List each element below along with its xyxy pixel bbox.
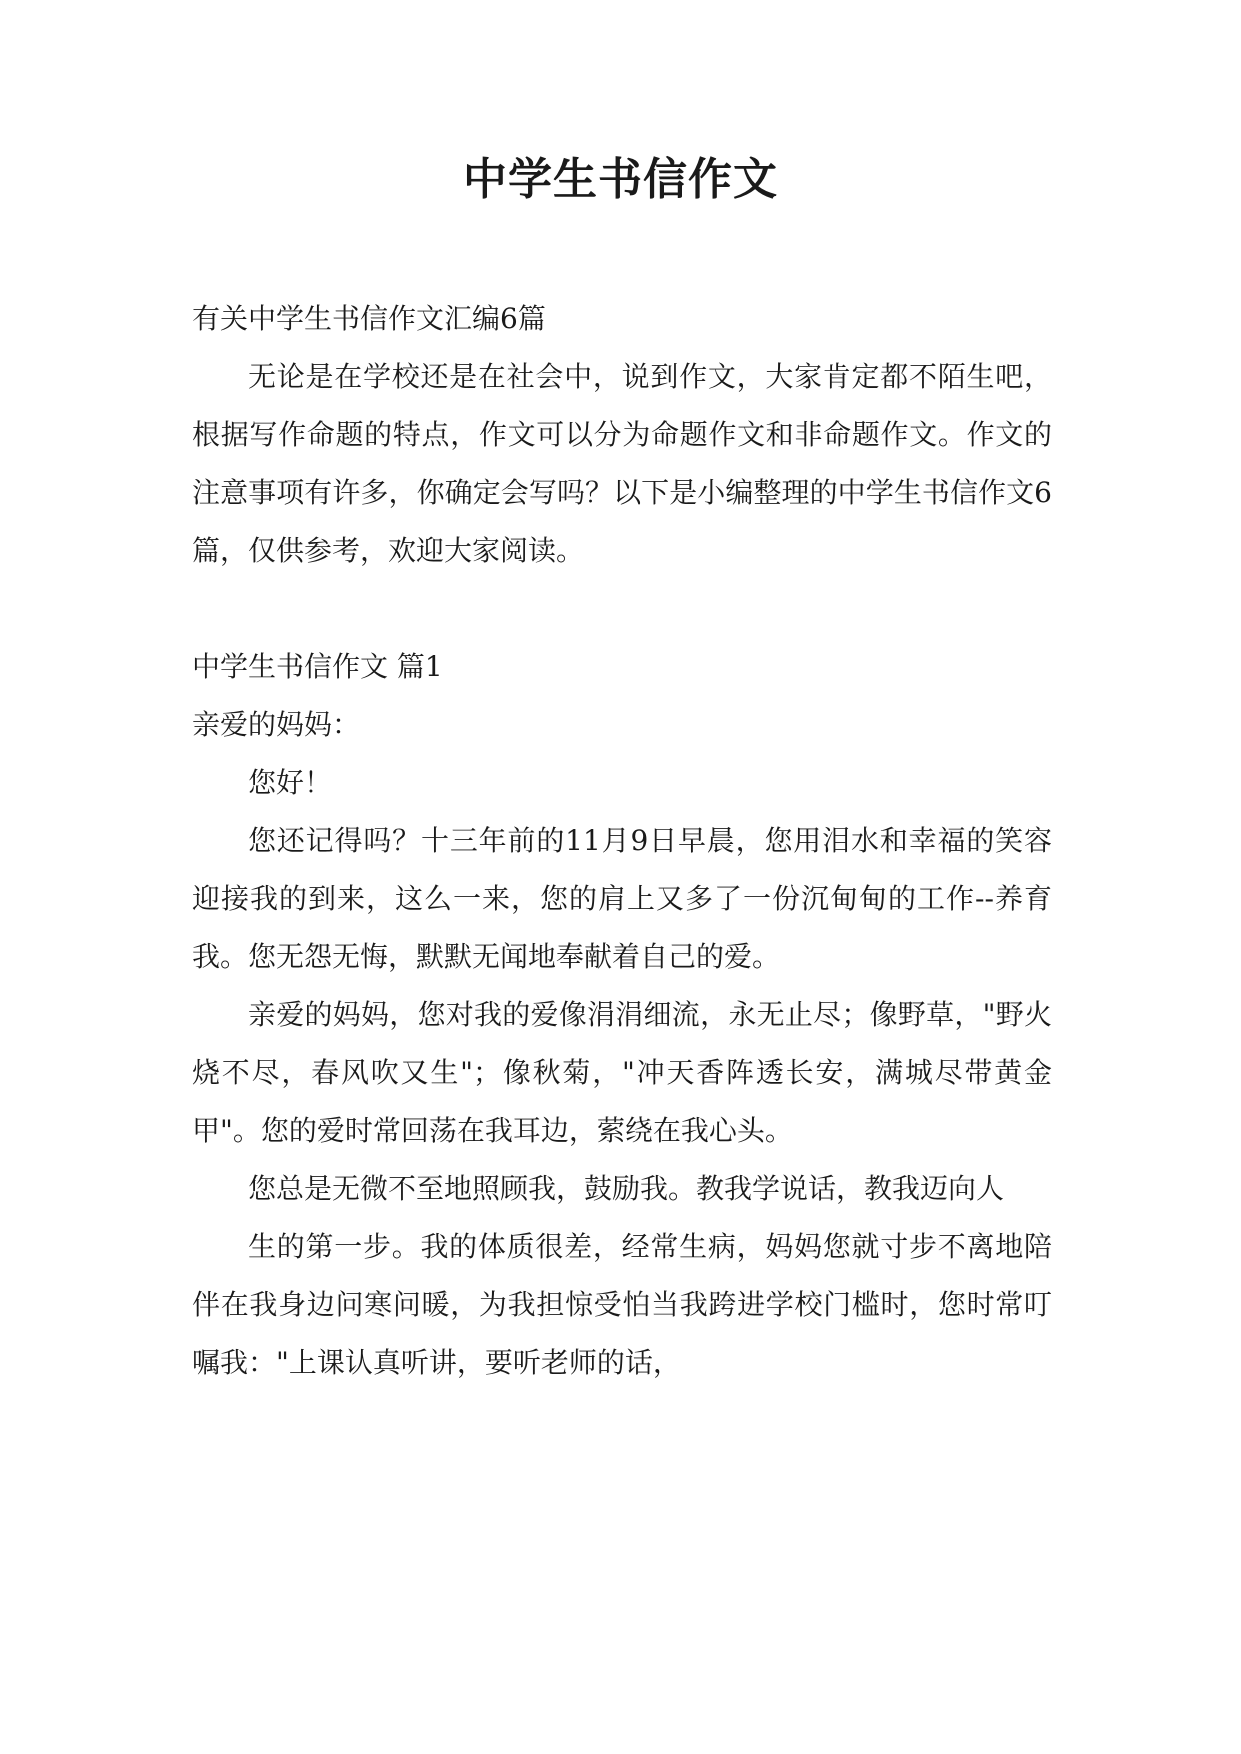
- letter-paragraph: 您还记得吗？十三年前的11月9日早晨，您用泪水和幸福的笑容迎接我的到来，这么一来，您的肩上又多了一份沉甸甸的工作--养育我。您无怨无悔，默默无闻地奉献着自己的爱。: [192, 824, 1052, 973]
- intro-paragraph: 无论是在学校还是在社会中，说到作文，大家肯定都不陌生吧，根据写作命题的特点，作文可以分为命题作文和非命题作文。作文的注意事项有许多，你确定会写吗？以下是小编整理的中学生书信作文6篇，仅供参考，欢迎大家阅读。: [192, 360, 1052, 567]
- document-body: [192, 290, 1052, 1392]
- letter-salutation: 亲爱的妈妈：: [192, 708, 361, 741]
- document-title: 中学生书信作文: [463, 154, 778, 205]
- letter-paragraph: 亲爱的妈妈，您对我的爱像涓涓细流，永无止尽；像野草，"野火烧不尽，春风吹又生"；像秋菊，"冲天香阵透长安，满城尽带黄金甲"。您的爱时常回荡在我耳边，萦绕在我心头。: [192, 998, 1052, 1147]
- letter-paragraph: 您总是无微不至地照顾我，鼓励我。教我学说话，教我迈向人: [248, 1172, 1005, 1205]
- document-subtitle: 有关中学生书信作文汇编6篇: [192, 302, 546, 335]
- letter-greeting: 您好！: [248, 766, 333, 799]
- spacer: [192, 580, 1052, 638]
- letter-paragraph: 生的第一步。我的体质很差，经常生病，妈妈您就寸步不离地陪伴在我身边问寒问暖，为我担惊受怕当我跨进学校门槛时，您时常叮嘱我："上课认真听讲，要听老师的话，: [192, 1230, 1052, 1379]
- section-heading: 中学生书信作文 篇1: [192, 650, 443, 683]
